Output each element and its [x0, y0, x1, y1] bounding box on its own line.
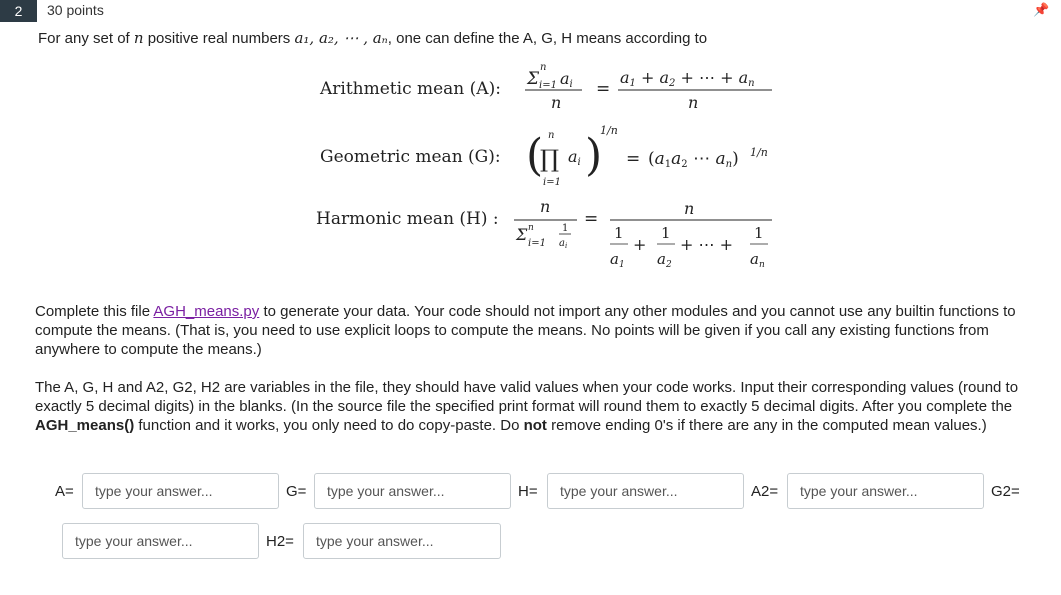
question-points: 30 points — [47, 2, 104, 18]
svg-text:=: = — [626, 149, 641, 169]
svg-text:Σ: Σ — [516, 225, 528, 244]
question-number: 2 — [0, 0, 37, 22]
h2-input[interactable] — [303, 523, 501, 559]
a-input[interactable] — [82, 473, 279, 509]
svg-text:a1: $a_1$ — [610, 250, 625, 270]
svg-text:): ) — [585, 130, 603, 181]
mean-formulas — [300, 58, 800, 278]
g2-label: G2= — [991, 483, 1020, 500]
svg-text:+: + — [633, 235, 647, 254]
svg-text:n: n — [528, 223, 534, 233]
agh-means-file-link[interactable]: AGH_means.py — [153, 303, 260, 320]
svg-text:∏: ∏ — [540, 145, 560, 173]
svg-text:n: n — [540, 197, 551, 216]
svg-text:n: n — [548, 130, 555, 141]
h2-label: H2= — [266, 533, 294, 550]
svg-text:1/n: 1/n — [750, 146, 768, 159]
geometric-label: Geometric mean (G): — [320, 147, 501, 167]
instructions-paragraph: Complete this file AGH_means.py to generate your data. Your code should not import any other modules and you cannot use any builtin functions to compute the means. (That is, you need to use explicit loops to compute the means. No points will be given if you call any existing functions from anywhere to compute the means.) — [35, 303, 1016, 358]
svg-text:ai: ai — [560, 69, 573, 90]
svg-text:1: 1 — [754, 224, 764, 242]
svg-text:i=1: i=1 — [543, 177, 561, 188]
harmonic-label: Harmonic mean (H) : — [316, 209, 499, 229]
a2-label: A2= — [751, 483, 779, 500]
svg-text:i=1: i=1 — [528, 238, 546, 249]
svg-text:Σ: Σ — [527, 69, 540, 89]
pin-icon[interactable]: 📌 — [1033, 2, 1050, 17]
a2-input[interactable] — [787, 473, 984, 509]
svg-text:=: = — [584, 209, 599, 229]
h-input[interactable] — [547, 473, 744, 509]
svg-text:1: 1 — [562, 223, 569, 234]
svg-text:1/n: 1/n — [600, 124, 618, 137]
svg-text:1: 1 — [614, 224, 624, 242]
svg-text:n: n — [551, 93, 562, 112]
svg-text:+ ⋯ +: + ⋯ + — [680, 235, 733, 254]
svg-text:1: 1 — [661, 224, 671, 242]
h-label: H= — [518, 483, 538, 500]
svg-text:i=1: i=1 — [539, 80, 557, 91]
arithmetic-label: Arithmetic mean (A): — [320, 79, 501, 99]
svg-text:ai: $a_i$ — [559, 238, 568, 250]
intro-text: For any set of n positive real numbers a₁, a₂, ⋯ , aₙ, one can define the A, G, H means according to — [38, 29, 708, 47]
svg-text:ai: ai — [568, 147, 581, 168]
svg-text:an: $a_n$ — [750, 250, 765, 270]
svg-text:a1 + a2 + ⋯ + an: a1 + a2 + ⋯ + an — [620, 68, 755, 89]
g2-input[interactable] — [62, 523, 259, 559]
values-paragraph: The A, G, H and A2, G2, H2 are variables in the file, they should have valid values when your code works. Input their corresponding values (round to exactly 5 decimal digits) in the blanks. (In the source file the specified print format will round them to exactly 5 decimal digits. After you complete the AGH_means() function and it works, you only need to do copy-paste. Do not remove ending 0's if there are any in the computed mean values.) — [35, 379, 1019, 434]
svg-text:n: n — [684, 199, 695, 218]
svg-text:=: = — [596, 79, 611, 99]
g-label: G= — [286, 483, 307, 500]
a-label: A= — [55, 483, 74, 500]
svg-text:n: n — [540, 62, 547, 73]
g-input[interactable] — [314, 473, 511, 509]
svg-text:(: ( — [526, 130, 544, 181]
svg-text:n: n — [688, 93, 699, 112]
svg-text:a2: $a_2$ — [657, 250, 672, 270]
svg-text:(a1a2 ⋯ an): (a1a2 ⋯ an) — [648, 149, 739, 170]
